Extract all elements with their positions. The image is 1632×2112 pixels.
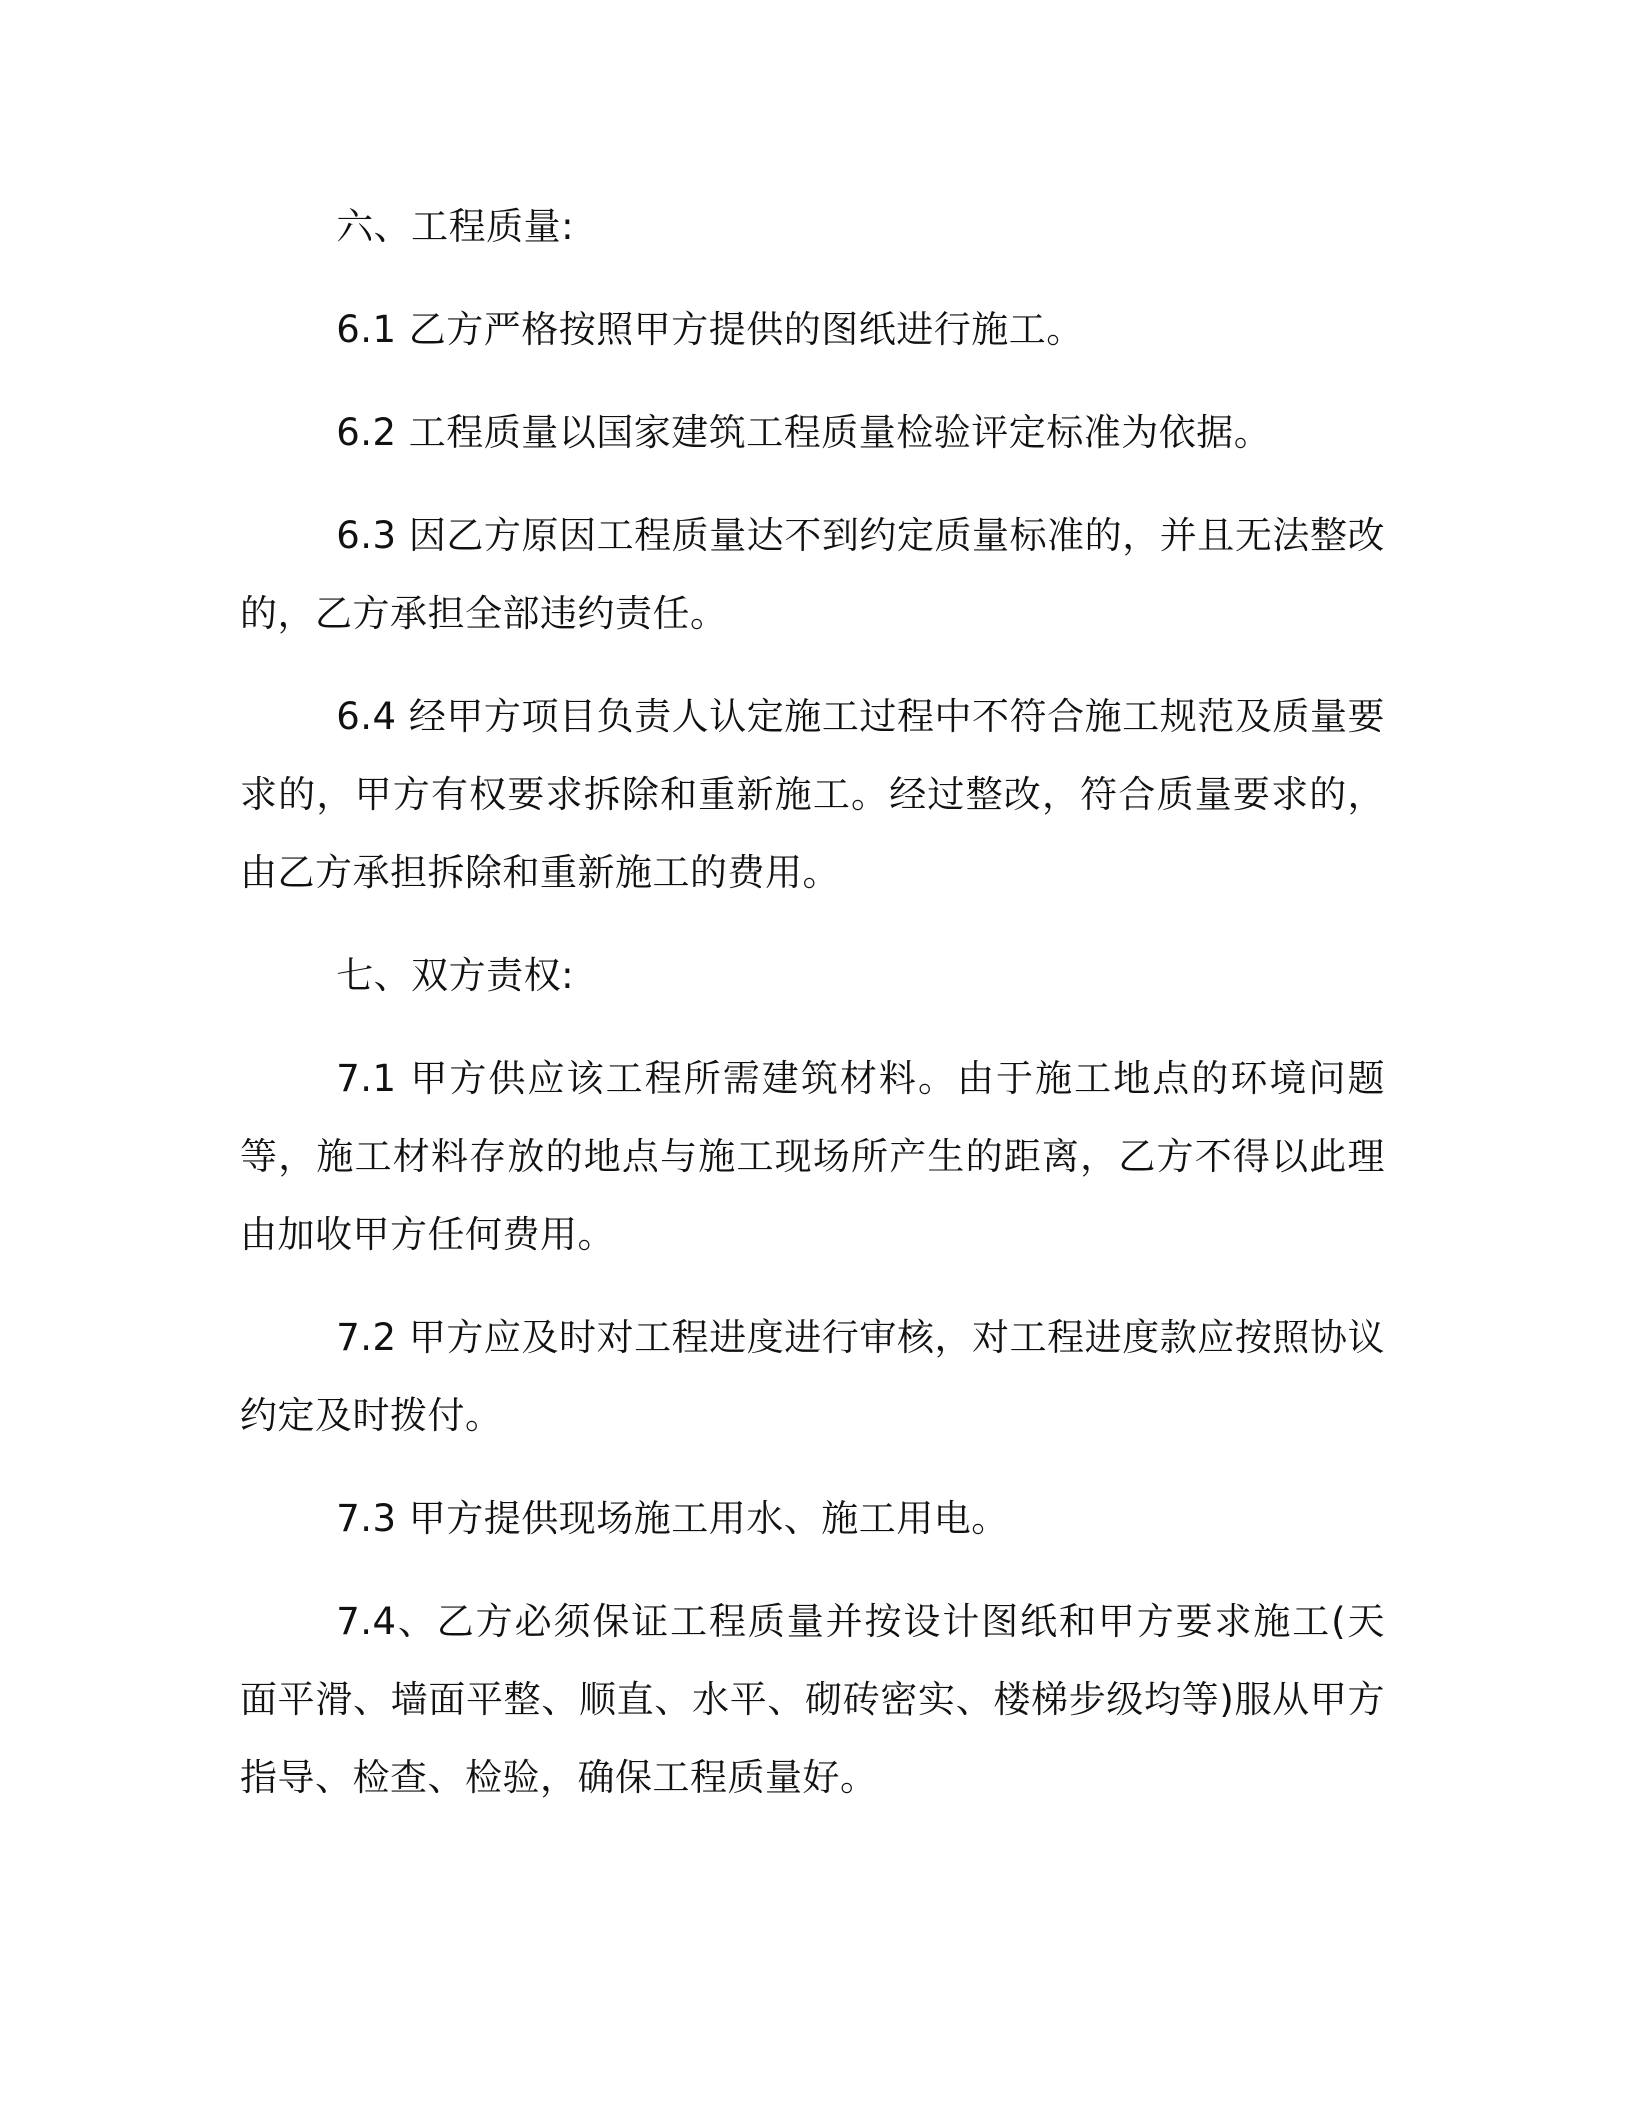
clause-6-4: 6.4 经甲方项目负责人认定施工过程中不符合施工规范及质量要求的，甲方有权要求拆除和重新施工。经过整改，符合质量要求的，由乙方承担拆除和重新施工的费用。 xyxy=(240,695,1385,894)
clause-6-2: 6.2 工程质量以国家建筑工程质量检验评定标准为依据。 xyxy=(336,411,1272,454)
clause-7-2: 7.2 甲方应及时对工程进度进行审核，对工程进度款应按照协议约定及时拨付。 xyxy=(240,1316,1385,1437)
section-heading-responsibilities: 七、双方责权: xyxy=(336,954,575,997)
clause-6-1: 6.1 乙方严格按照甲方提供的图纸进行施工。 xyxy=(336,308,1084,351)
clause-7-1: 7.1 甲方供应该工程所需建筑材料。由于施工地点的环境问题等，施工材料存放的地点与施工现场所产生的距离，乙方不得以此理由加收甲方任何费用。 xyxy=(240,1057,1385,1256)
document-body xyxy=(240,188,1385,1842)
clause-7-4: 7.4、乙方必须保证工程质量并按设计图纸和甲方要求施工(天面平滑、墙面平整、顺直、水平、砌砖密实、楼梯步级均等)服从甲方指导、检查、检验，确保工程质量好。 xyxy=(240,1600,1385,1799)
clause-7-3: 7.3 甲方提供现场施工用水、施工用电。 xyxy=(336,1497,1009,1540)
section-heading-quality: 六、工程质量: xyxy=(336,205,575,248)
clause-6-3: 6.3 因乙方原因工程质量达不到约定质量标准的，并且无法整改的，乙方承担全部违约责任。 xyxy=(240,514,1385,635)
